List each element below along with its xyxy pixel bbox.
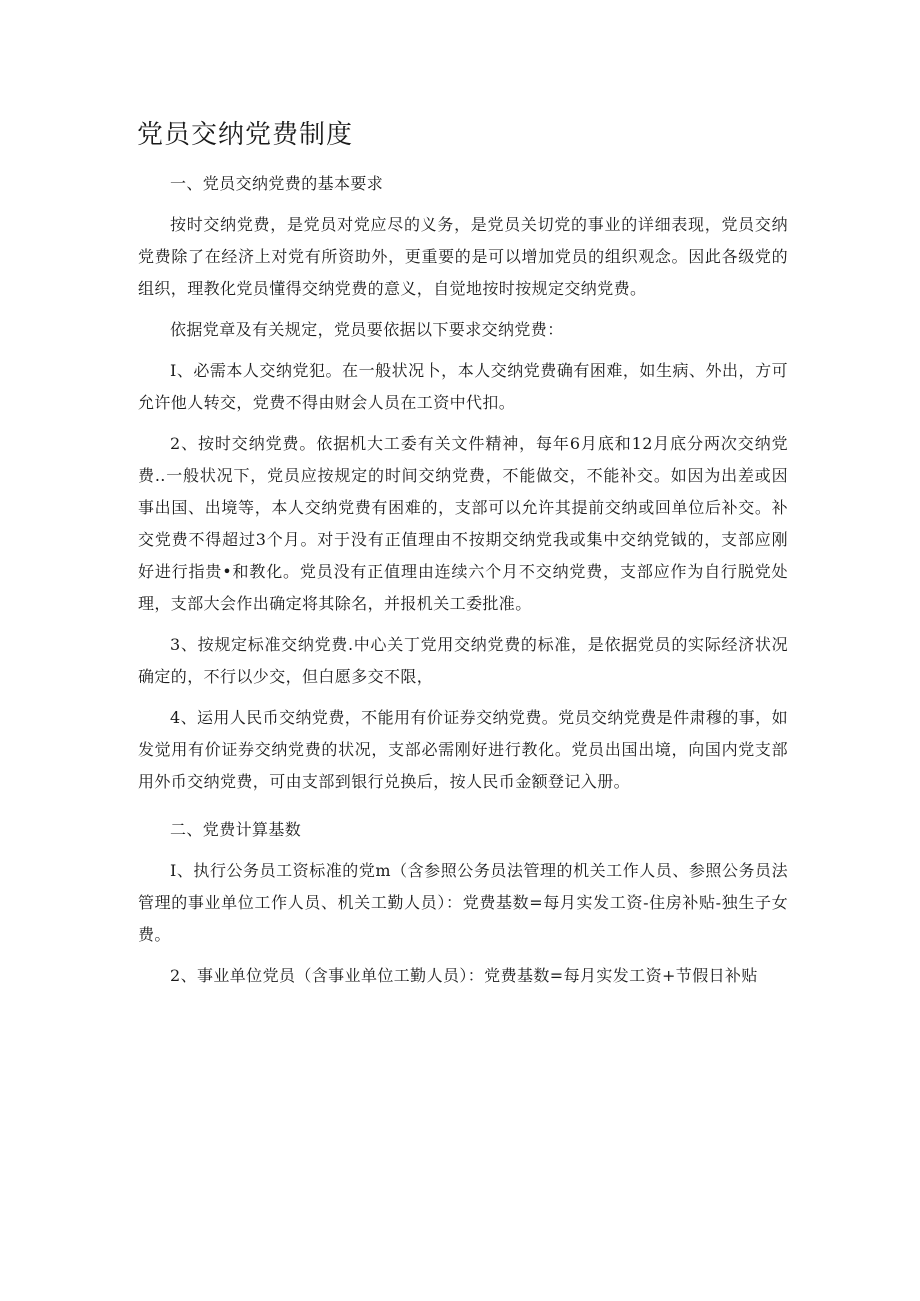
section-heading: 二、党费计算基数 [170,820,302,839]
paragraph: 2、按时交纳党费。依据机大工委有关文件精神，每年6月底和12月底分两次交纳党费..一般状况下，党员应按规定的时间交纳党费，不能做交，不能补交。如因为出差或因事出国、出境等，本人交纳党费有困难的，支部可以允许其提前交纳或回单位后补交。补交党费不得超过3个月。对于没有正值理由不按期交纳党我或集中交纳党钺的，支部应刚好进行指贵•和教化。党员没有正值理由连续六个月不交纳党费，支部应作为自行脱党处理，支部大会作出确定将其除名，并报机关工委批准。 [138,434,788,613]
paragraph: 4、运用人民币交纳党费，不能用有价证券交纳党费。党员交纳党费是件肃穆的事，如发觉用有价证券交纳党费的状况，支部必需刚好进行教化。党员出国出境，向国内党支部用外币交纳党费，可由支部到银行兑换后，按人民币金额登记入册。 [138,708,788,791]
document-body [138,168,788,1001]
paragraph: 3、按规定标准交纳党费.中心关丁党用交纳党费的标准，是依据党员的实际经济状况确定的，不行以少交，但白愿多交不限， [138,635,788,686]
paragraph: 依据党章及有关规定，党员要依据以下要求交纳党费： [170,320,564,339]
paragraph: I、必需本人交纳党犯。在一般状况卜，本人交纳党费确有困难，如生病、外出，方可允许他人转交，党费不得由财会人员在工资中代扣。 [138,361,788,412]
document-title: 党员交纳党费制度 [137,120,354,150]
section-heading: 一、党员交纳党费的基本要求 [170,174,384,193]
paragraph: I、执行公务员工资标准的党m（含参照公务员法管理的机关工作人员、参照公务员法管理的事业单位工作人员、机关工勤人员）：党费基数=每月实发工资-住房补贴-独生子女费。 [138,861,788,944]
paragraph: 2、事业单位党员（含事业单位工勤人员）：党费基数=每月实发工资+节假日补贴 [170,966,758,985]
paragraph: 按时交纳党费，是党员对党应尽的义务，是党员关切党的事业的详细表现，党员交纳党费除了在经济上对党有所资助外，更重要的是可以增加党员的组织观念。因此各级党的组织，理教化党员懂得交纳党费的意义，自觉地按时按规定交纳党费。 [138,215,788,298]
